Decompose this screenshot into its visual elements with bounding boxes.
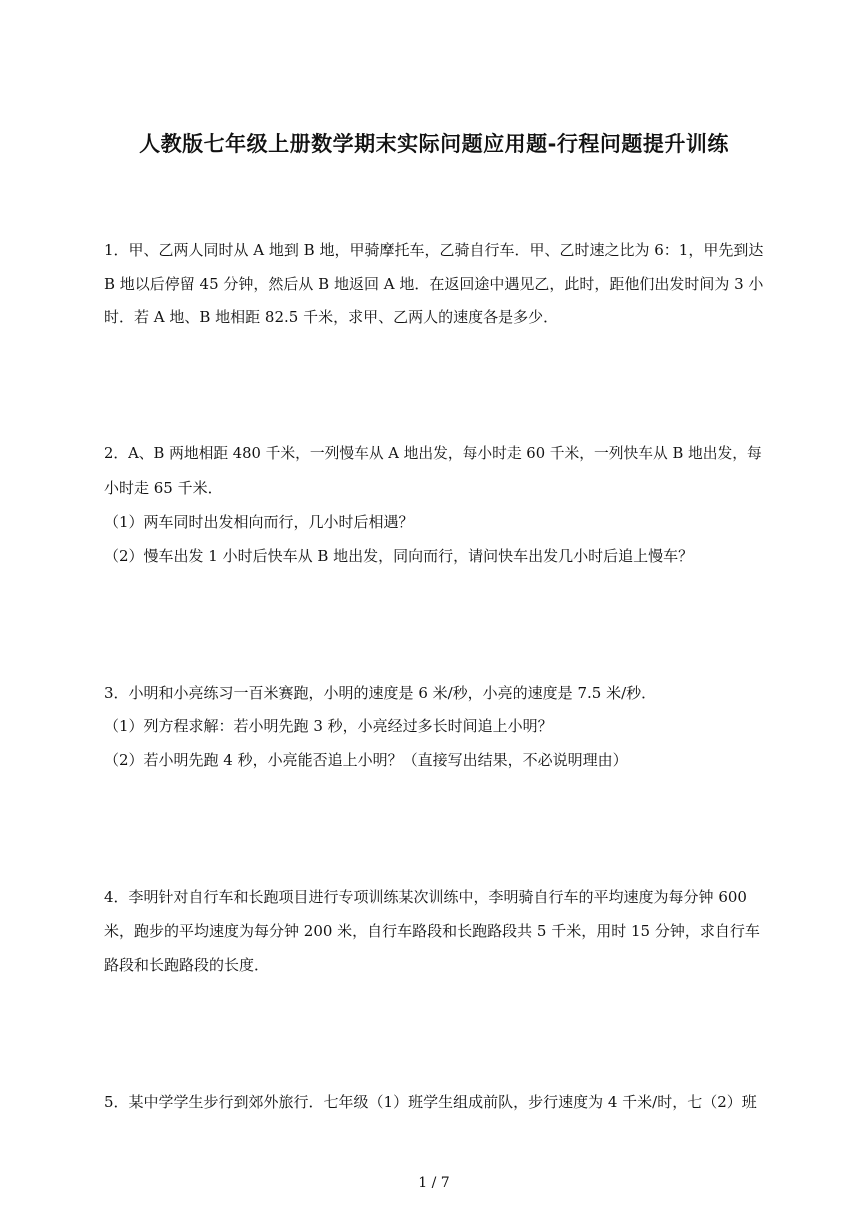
problem-1-line-2: B 地以后停留 45 分钟，然后从 B 地返回 A 地．在返回途中遇见乙，此时，距他们出发时间为 3 小 — [104, 275, 764, 293]
problem-2-part-2: （2）慢车出发 1 小时后快车从 B 地出发，同向而行，请问快车出发几小时后追上慢车？ — [104, 547, 694, 565]
problem-2-line-2: 小时走 65 千米． — [104, 479, 223, 497]
problem-1-line-3: 时．若 A 地、B 地相距 82.5 千米，求甲、乙两人的速度各是多少． — [104, 308, 559, 326]
problem-4-line-3: 路段和长跑路段的长度． — [104, 956, 270, 974]
problem-4-line-2: 米，跑步的平均速度为每分钟 200 米，自行车路段和长跑路段共 5 千米，用时 15 分钟，求自行车 — [104, 922, 760, 940]
page-indicator: 1 / 7 — [418, 1175, 450, 1191]
document-title: 人教版七年级上册数学期末实际问题应用题-行程问题提升训练 — [139, 132, 729, 156]
problem-2-part-1: （1）两车同时出发相向而行，几小时后相遇？ — [104, 513, 414, 531]
problem-3-line-1: 3．小明和小亮练习一百米赛跑，小明的速度是 6 米/秒，小亮的速度是 7.5 米/秒． — [104, 684, 657, 702]
problem-3-part-2: （2）若小明先跑 4 秒，小亮能否追上小明？（直接写出结果，不必说明理由） — [104, 751, 628, 769]
problem-3-part-1: （1）列方程求解：若小明先跑 3 秒，小亮经过多长时间追上小明？ — [104, 717, 553, 735]
problem-4-line-1: 4．李明针对自行车和长跑项目进行专项训练某次训练中，李明骑自行车的平均速度为每分钟 600 — [104, 888, 747, 906]
problem-2-line-1: 2．A、B 两地相距 480 千米，一列慢车从 A 地出发，每小时走 60 千米，一列快车从 B 地出发，每 — [104, 445, 762, 462]
problem-5-line-1: 5．某中学学生步行到郊外旅行．七年级（1）班学生组成前队，步行速度为 4 千米/时，七（2）班 — [104, 1093, 757, 1111]
problem-1-line-1: 1．甲、乙两人同时从 A 地到 B 地，甲骑摩托车，乙骑自行车．甲、乙时速之比为 6：1，甲先到达 — [104, 241, 764, 259]
